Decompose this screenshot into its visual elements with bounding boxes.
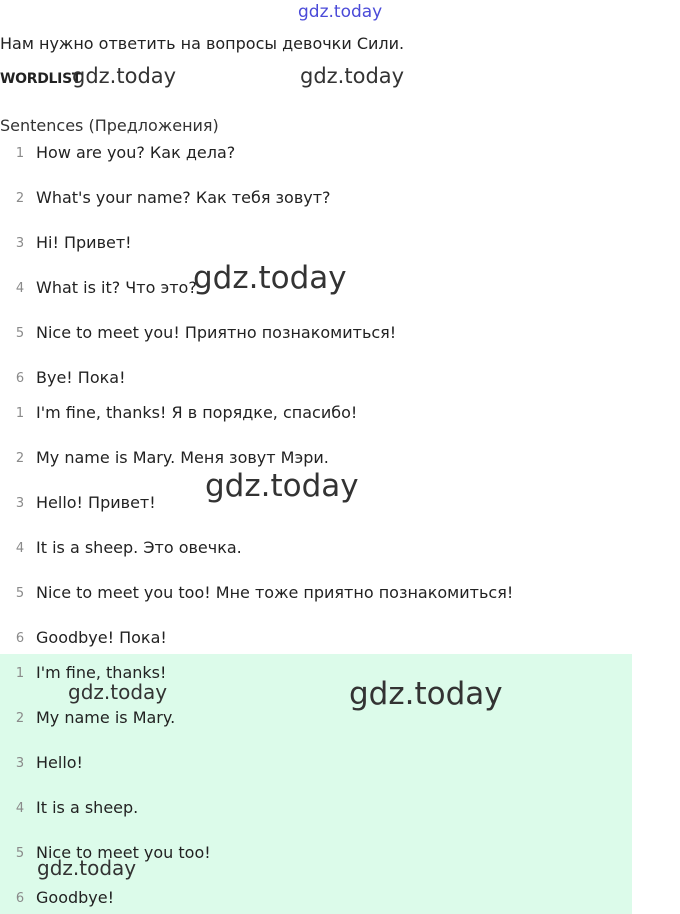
- watermark-top: gdz.today: [298, 2, 383, 22]
- item-number: 1: [15, 666, 25, 681]
- item-number: 6: [15, 371, 25, 386]
- item-text: Bye! Пока!: [36, 368, 126, 387]
- item-text: Hi! Привет!: [36, 233, 132, 252]
- item-number: 4: [15, 801, 25, 816]
- item-text: Nice to meet you! Приятно познакомиться!: [36, 323, 397, 342]
- item-number: 6: [15, 891, 25, 906]
- list-item: [0, 628, 640, 652]
- list-item: [0, 888, 640, 912]
- watermark: gdz.today: [68, 680, 168, 704]
- wordlist-label: WORDLIST: [0, 71, 82, 87]
- item-text: Nice to meet you too! Мне тоже приятно познакомиться!: [36, 583, 514, 602]
- item-text: Goodbye! Пока!: [36, 628, 167, 647]
- item-number: 5: [15, 846, 25, 861]
- list-item: [0, 368, 640, 392]
- list-item: [0, 143, 640, 167]
- item-text: Goodbye!: [36, 888, 115, 907]
- list-item: [0, 798, 640, 822]
- item-number: 3: [15, 756, 25, 771]
- item-number: 1: [15, 146, 25, 161]
- list-item: [0, 323, 640, 347]
- list-item: [0, 708, 640, 732]
- item-text: I'm fine, thanks! Я в порядке, спасибо!: [36, 403, 358, 422]
- watermark: gdz.today: [72, 64, 177, 88]
- list-item: [0, 753, 640, 777]
- watermark: gdz.today: [37, 856, 137, 880]
- item-text: What is it? Что это?: [36, 278, 197, 297]
- watermark: gdz.today: [193, 260, 347, 296]
- watermark: gdz.today: [300, 64, 405, 88]
- item-number: 3: [15, 236, 25, 251]
- list-item: [0, 583, 640, 607]
- list-item: [0, 233, 640, 257]
- item-number: 1: [15, 406, 25, 421]
- item-number: 2: [15, 451, 25, 466]
- item-number: 6: [15, 631, 25, 646]
- item-text: My name is Mary. Меня зовут Мэри.: [36, 448, 329, 467]
- item-text: What's your name? Как тебя зовут?: [36, 188, 331, 207]
- item-number: 4: [15, 281, 25, 296]
- sentences-heading: Sentences (Предложения): [0, 116, 219, 135]
- item-text: Nice to meet you too!: [36, 843, 211, 862]
- item-text: Hello! Привет!: [36, 493, 156, 512]
- intro-text: Нам нужно ответить на вопросы девочки Сили.: [0, 34, 405, 53]
- item-number: 5: [15, 326, 25, 341]
- item-number: 2: [15, 191, 25, 206]
- watermark: gdz.today: [205, 468, 359, 504]
- item-text: Hello!: [36, 753, 83, 772]
- item-text: I'm fine, thanks!: [36, 663, 167, 682]
- item-text: My name is Mary.: [36, 708, 176, 727]
- item-number: 3: [15, 496, 25, 511]
- item-text: How are you? Как дела?: [36, 143, 236, 162]
- item-number: 5: [15, 586, 25, 601]
- item-text: It is a sheep. Это овечка.: [36, 538, 242, 557]
- list-item: [0, 403, 640, 427]
- watermark: gdz.today: [349, 676, 503, 712]
- list-item: [0, 188, 640, 212]
- item-number: 4: [15, 541, 25, 556]
- item-text: It is a sheep.: [36, 798, 139, 817]
- item-number: 2: [15, 711, 25, 726]
- list-item: [0, 538, 640, 562]
